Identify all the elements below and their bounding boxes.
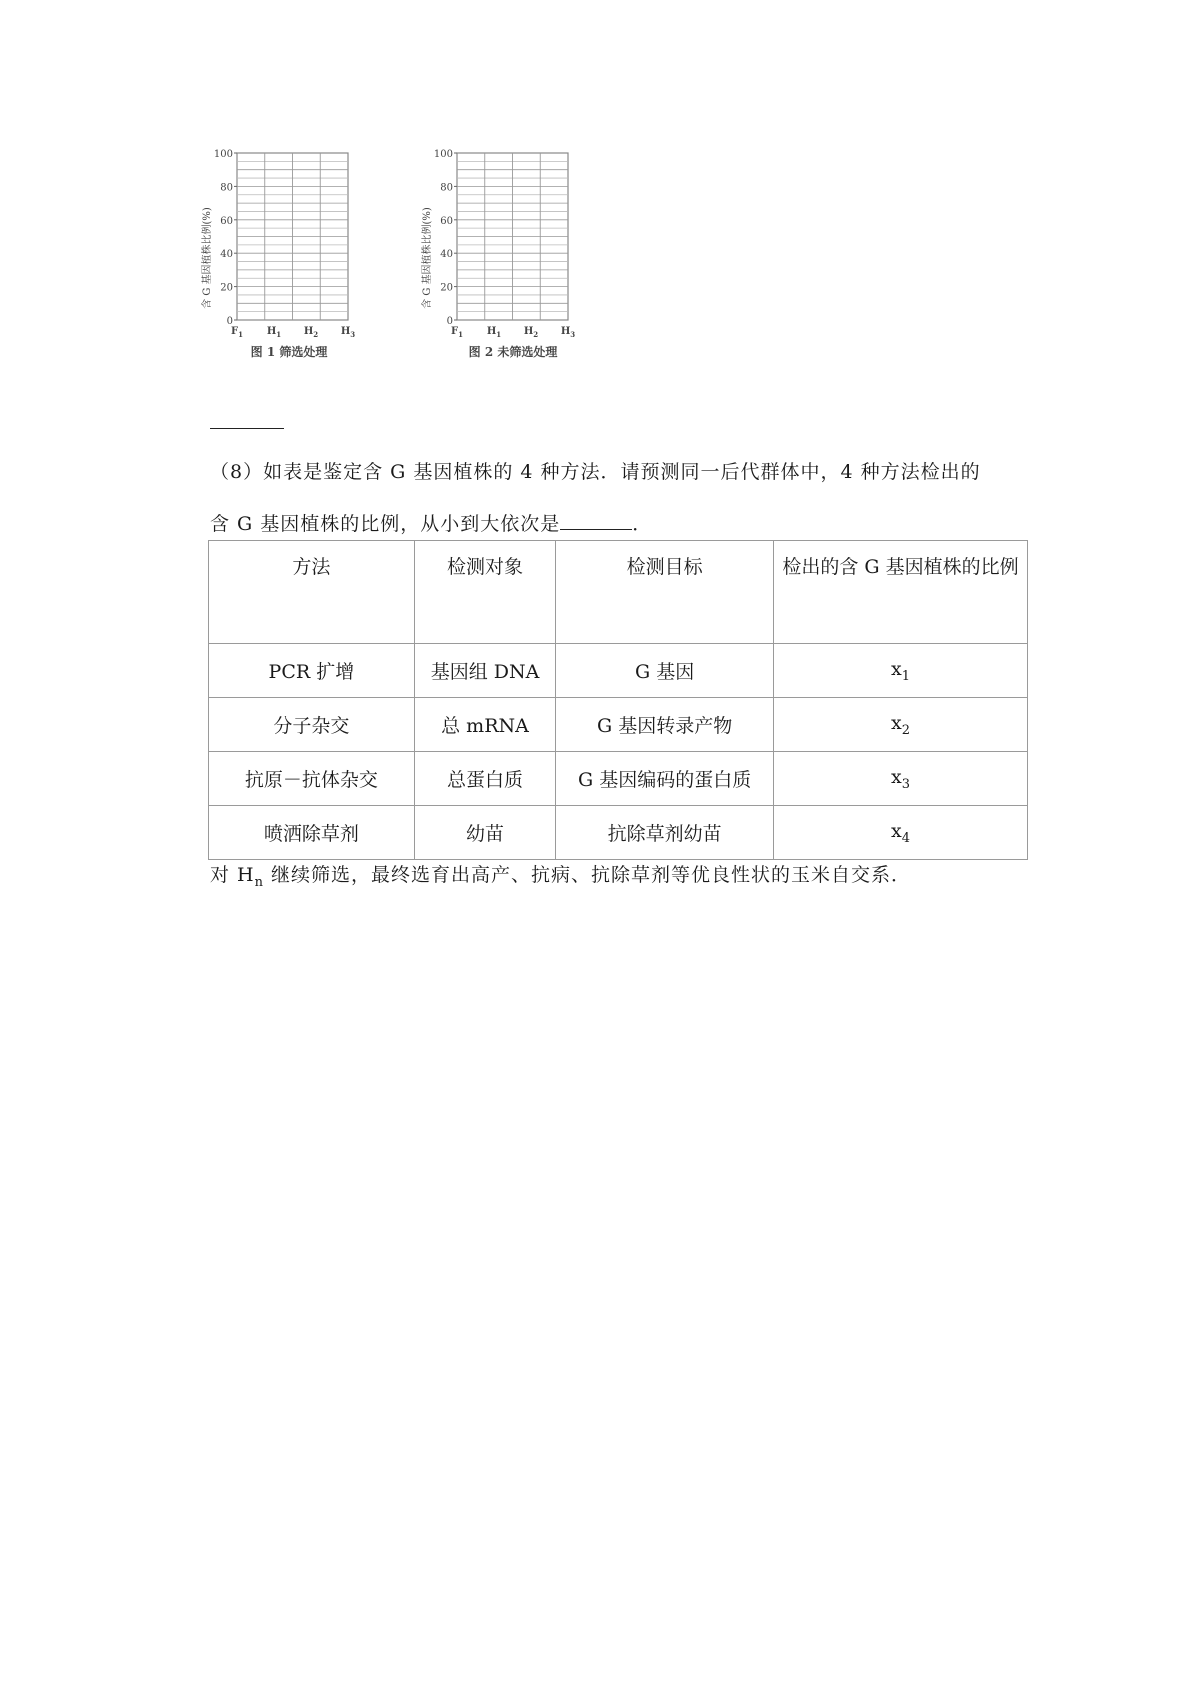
table-header-row — [209, 541, 1028, 644]
question-8-text — [210, 446, 1030, 550]
y-tick-labels — [434, 149, 457, 327]
figure-2-y-axis-label: 含 G 基因植株比例(%) — [422, 207, 433, 309]
table-row — [209, 644, 1028, 698]
header-ratio: 检出的含 G 基因植株的比例 — [774, 541, 1028, 644]
x-tick-label: $F_1$ — [451, 326, 463, 339]
x-tick-subscript: 1 — [276, 330, 282, 339]
cell-object: 总蛋白质 — [414, 752, 556, 806]
x-tick-label: $H_2$ — [523, 326, 539, 339]
x-tick-labels — [231, 326, 355, 339]
x-tick-subscript: 2 — [533, 330, 539, 339]
ratio-var: x — [891, 819, 902, 842]
x-tick-label: $H_3$ — [560, 326, 576, 339]
y-tick-label: 0 — [226, 316, 233, 327]
cell-ratio — [774, 644, 1028, 698]
cell-target: G 基因 — [556, 644, 774, 698]
cell-ratio — [774, 752, 1028, 806]
x-tick-labels — [451, 326, 575, 339]
answer-blank — [560, 509, 632, 530]
cell-object: 基因组 DNA — [414, 644, 556, 698]
x-tick-subscript: 1 — [458, 330, 463, 339]
header-object: 检测对象 — [414, 541, 556, 644]
question-8-line-1: （8）如表是鉴定含 G 基因植株的 4 种方法．请预测同一后代群体中，4 种方法检出的 — [210, 461, 981, 483]
ratio-var: x — [891, 657, 902, 680]
y-tick-label: 80 — [220, 182, 233, 194]
cell-target: 抗除草剂幼苗 — [556, 806, 774, 860]
ratio-var: x — [891, 711, 902, 734]
cell-ratio — [774, 806, 1028, 860]
figure-1-svg — [202, 149, 405, 400]
x-tick-subscript: 2 — [313, 330, 319, 339]
y-tick-label: 0 — [446, 316, 453, 327]
footer-text — [210, 860, 1030, 898]
ratio-var: x — [891, 765, 902, 788]
y-tick-labels — [214, 149, 237, 327]
cell-method: 喷洒除草剂 — [209, 806, 415, 860]
y-tick-label: 40 — [440, 249, 453, 261]
x-tick-label: $H_3$ — [340, 326, 356, 339]
figure-1-chart — [202, 149, 405, 400]
table-row — [209, 698, 1028, 752]
footer-suffix: 继续筛选，最终选育出高产、抗病、抗除草剂等优良性状的玉米自交系． — [264, 864, 912, 886]
question-8-line-2-end: ． — [632, 513, 653, 535]
cell-method: PCR 扩增 — [209, 644, 415, 698]
x-tick-subscript: 1 — [238, 330, 243, 339]
figure-2-grid — [457, 153, 568, 320]
figure-1-y-axis-label: 含 G 基因植株比例(%) — [202, 207, 213, 309]
question-8-line-2-text: 含 G 基因植株的比例，从小到大依次是 — [210, 513, 561, 535]
x-tick-label: $F_1$ — [231, 326, 243, 339]
cell-target: G 基因编码的蛋白质 — [556, 752, 774, 806]
ratio-sub: 2 — [901, 722, 911, 738]
figure-2-svg — [422, 149, 625, 400]
table-row — [209, 752, 1028, 806]
cell-method: 分子杂交 — [209, 698, 415, 752]
cell-object: 总 mRNA — [414, 698, 556, 752]
cell-method: 抗原－抗体杂交 — [209, 752, 415, 806]
figure-1-grid — [237, 153, 348, 320]
cell-object: 幼苗 — [414, 806, 556, 860]
x-tick-subscript: 3 — [350, 330, 356, 339]
x-tick-label: $H_1$ — [486, 326, 502, 339]
y-tick-label: 20 — [440, 282, 453, 294]
y-tick-label: 20 — [220, 282, 233, 294]
y-tick-label: 100 — [433, 149, 453, 160]
figure-2-caption: 图 2 未筛选处理 — [468, 345, 558, 359]
table-row — [209, 806, 1028, 860]
y-tick-label: 80 — [440, 182, 453, 194]
x-tick-label: $H_2$ — [303, 326, 319, 339]
y-tick-label: 100 — [213, 149, 233, 160]
figure-2-chart — [422, 149, 625, 400]
y-tick-label: 60 — [440, 215, 453, 227]
ratio-sub: 4 — [901, 830, 911, 846]
y-tick-label: 60 — [220, 215, 233, 227]
detection-methods-table — [208, 540, 1028, 860]
figure-1-caption: 图 1 筛选处理 — [250, 345, 328, 359]
footer-prefix: 对 — [210, 864, 238, 886]
ratio-sub: 3 — [901, 776, 911, 792]
ratio-sub: 1 — [901, 668, 911, 684]
footer-var-sub: n — [254, 874, 264, 890]
x-tick-label: $H_1$ — [266, 326, 282, 339]
footer-var: H — [237, 864, 255, 886]
x-tick-subscript: 3 — [570, 330, 576, 339]
cell-ratio — [774, 698, 1028, 752]
y-tick-label: 40 — [220, 249, 233, 261]
answer-blank-line — [210, 428, 284, 429]
cell-target: G 基因转录产物 — [556, 698, 774, 752]
header-method: 方法 — [209, 541, 415, 644]
header-target: 检测目标 — [556, 541, 774, 644]
x-tick-subscript: 1 — [496, 330, 502, 339]
